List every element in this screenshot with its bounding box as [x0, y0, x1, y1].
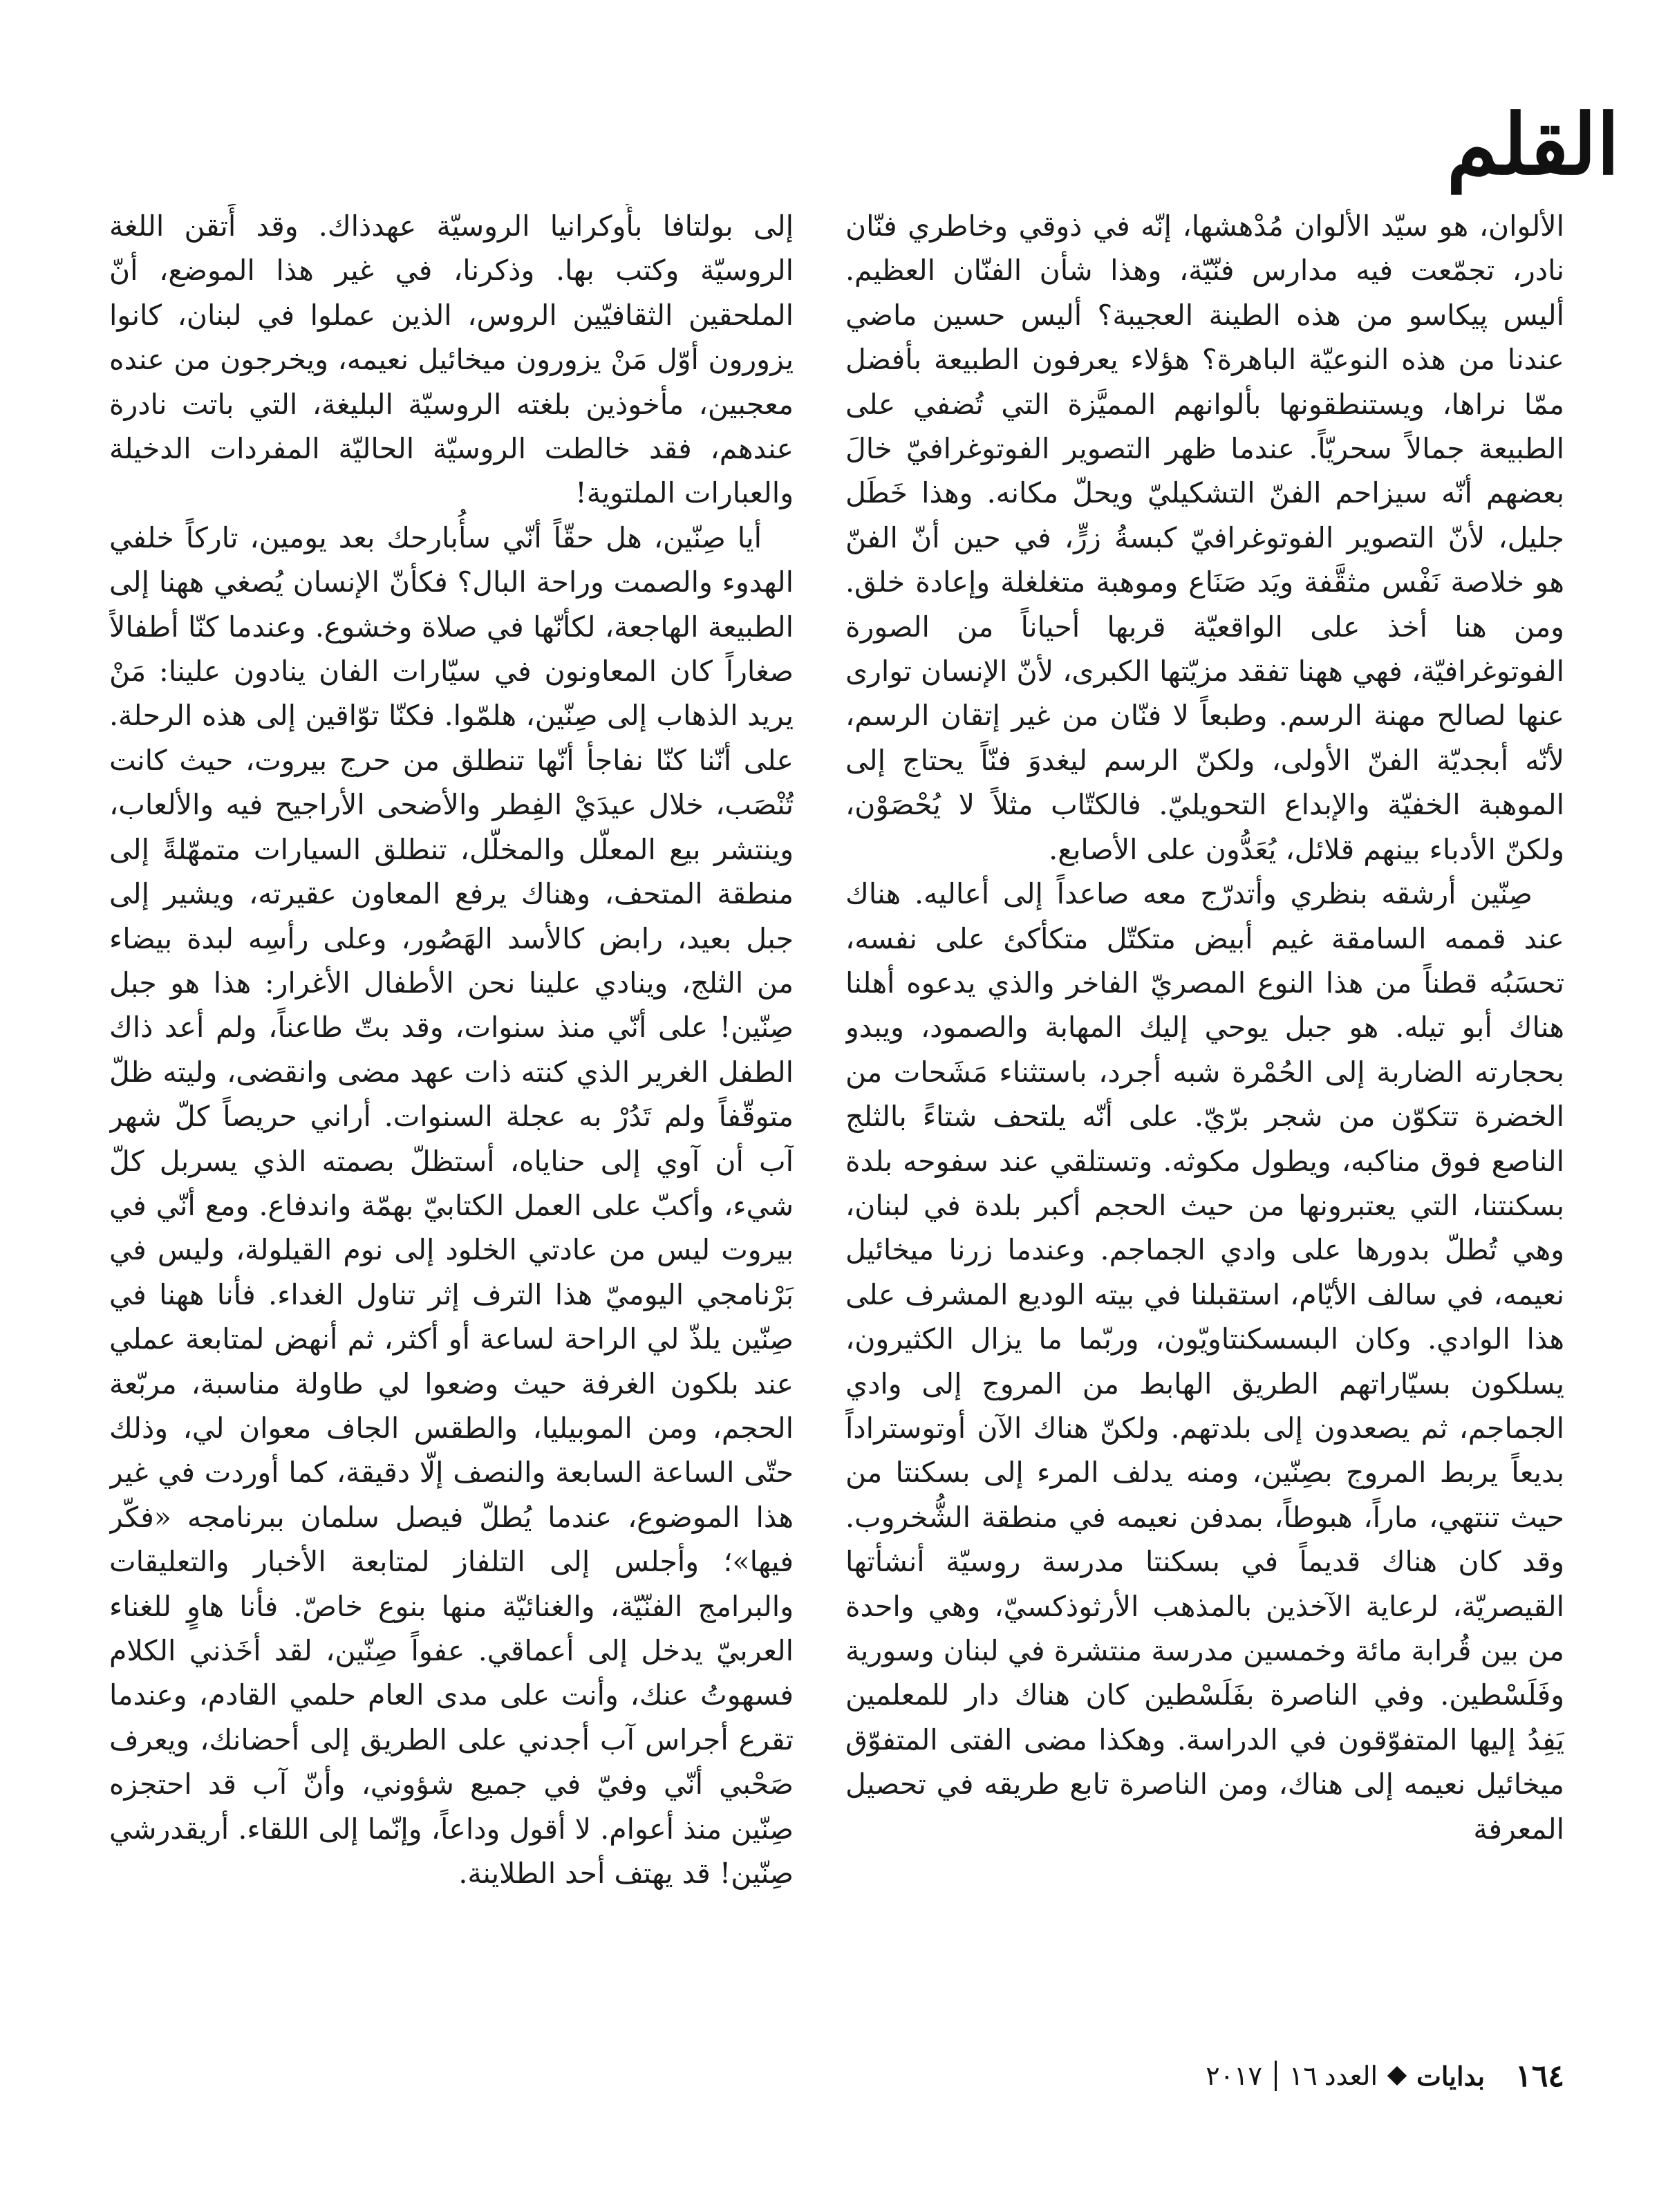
- article-column-right: [845, 204, 1564, 1994]
- issue-number: ١٦: [1289, 2061, 1318, 2091]
- article-column-left: [109, 204, 794, 1994]
- page-footer: [1206, 2056, 1564, 2095]
- paragraph: أيا صِنّين، هل حقّاً أنّي سأُبارحك بعد يومين، تاركاً خلفي الهدوء والصمت وراحة البال؟ فكأنّ الإنسان يُصغي ههنا إلى الطبيعة الهاجعة، لكأنّها في صلاة وخشوع. وعندما كنّا أطفالاً صغاراً كان المعاونون في سيّارات الفان ينادون علينا: مَنْ يريد الذهاب إلى صِنّين، هلمّوا. فكنّا توّاقين إلى هذه الرحلة. على أنّنا كنّا نفاجأ أنّها تنطلق من حرج بيروت، حيث كانت تُنْصَب، خلال عيدَيْ الفِطر والأضحى الأراجيح فيه والألعاب، وينتشر بيع المعلّل والمخلّل، تنطلق السيارات متمهّلةً إلى منطقة المتحف، وهناك يرفع المعاون عقيرته، ويشير إلى جبل بعيد، رابض كالأسد الهَصُور، وعلى رأسِه لبدة بيضاء من الثلج، وينادي علينا نحن الأطفال الأغرار: هذا هو جبل صِنّين! على أنّي منذ سنوات، وقد بتّ طاعناً، ولم أعد ذاك الطفل الغرير الذي كنته ذات عهد مضى وانقضى، وليته ظلّ متوقّفاً ولم تَدُرْ به عجلة السنوات. أراني حريصاً كلّ شهر آب أن آوي إلى حناياه، أستظلّ بصمته الذي يسربل كلّ شيء، وأكبّ على العمل الكتابيّ بهمّة واندفاع. ومع أنّي في بيروت ليس من عادتي الخلود إلى نوم القيلولة، وليس في بَرْنامجي اليوميّ هذا الترف إثر تناول الغداء. فأنا ههنا في صِنّين يلذّ لي الراحة لساعة أو أكثر، ثم أنهض لمتابعة عملي عند بلكون الغرفة حيث وضعوا لي طاولة مناسبة، مربّعة الحجم، ومن الموبيليا، والطقس الجاف معوان لي، وذلك حتّى الساعة السابعة والنصف إلّا دقيقة، كما أوردت في غير هذا الموضوع، عندما يُطلّ فيصل سلمان ببرنامجه «فكّر فيها»؛ وأجلس إلى التلفاز لمتابعة الأخبار والتعليقات والبرامج الفنّيّة، والغنائيّة منها بنوع خاصّ. فأنا هاوٍ للغناء العربيّ يدخل إلى أعماقي. عفواً صِنّين، لقد أخَذني الكلام فسهوتُ عنك، وأنت على مدى العام حلمي القادم، وعندما تقرع أجراس آب أجدني على الطريق إلى أحضانك، ويعرف صَحْبي أنّي وفيّ في جميع شؤوني، وأنّ آب قد احتجزه صِنّين منذ أعوام. لا أقول وداعاً، وإنّما إلى اللقاء. أريقدرشي صِنّين! قد يهتف أحد الطلاينة.: [109, 521, 794, 1891]
- paragraph: صِنّين أرشقه بنظري وأتدرّج معه صاعداً إلى أعاليه. هناك عند قممه السامقة غيم أبيض متكتّل متكأكئ على نفسه، تحسَبُه قطناً من هذا النوع المصريّ الفاخر والذي يدعوه أهلنا هناك أبو تيله. هو جبل يوحي إليك المهابة والصمود، ويبدو بحجارته الضاربة إلى الحُمْرة شبه أجرد، باستثناء مَشَحات من الخضرة تتكوّن من شجر برّيّ. على أنّه يلتحف شتاءً بالثلج الناصع فوق مناكبه، ويطول مكوثه. وتستلقي عند سفوحه بلدة بسكنتنا، التي يعتبرونها من حيث الحجم أكبر بلدة في لبنان، وهي تُطلّ بدورها على وادي الجماجم. وعندما زرنا ميخائيل نعيمه، في سالف الأيّام، استقبلنا في بيته الوديع المشرف على هذا الوادي. وكان البسسكنتاويّون، وربّما ما يزال الكثيرون، يسلكون بسيّاراتهم الطريق الهابط من المروج إلى وادي الجماجم، ثم يصعدون إلى بلدتهم. ولكنّ هناك الآن أوتوستراداً بديعاً يربط المروج بصِنّين، ومنه يدلف المرء إلى بسكنتا من حيث تنتهي، ماراً، هبوطاً، بمدفن نعيمه في منطقة الشُّخروب. وقد كان هناك قديماً في بسكنتا مدرسة روسيّة أنشأتها القيصريّة، لرعاية الآخذين بالمذهب الأرثوذكسيّ، وهي واحدة من بين قُرابة مائة وخمسين مدرسة منتشرة في لبنان وسورية وفَلَسْطين. وفي الناصرة بفَلَسْطين كان هناك دار للمعلمين يَفِدُ إليها المتفوّقون في الدراسة. وهكذا مضى الفتى المتفوّق ميخائيل نعيمه إلى هناك، ومن الناصرة تابع طريقه في تحصيل المعرفة: [845, 877, 1564, 1846]
- logo-calligraphy: القلم: [1446, 96, 1620, 194]
- issue-label: العدد: [1324, 2061, 1378, 2091]
- magazine-logo: [1446, 96, 1620, 214]
- magazine-name: بدايات: [1416, 2060, 1486, 2092]
- issue-year: ٢٠١٧: [1206, 2061, 1262, 2091]
- paragraph: الألوان، هو سيّد الألوان مُدْهشها، إنّه في ذوقي وخاطري فنّان نادر، تجمّعت فيه مدارس فنّيّة، وهذا شأن الفنّان العظيم. أليس پيكاسو من هذه الطينة العجيبة؟ أليس حسين ماضي عندنا من هذه النوعيّة الباهرة؟ هؤلاء يعرفون الطبيعة بأفضل ممّا نراها، ويستنطقونها بألوانهم المميَّزة التي تُضفي على الطبيعة جمالاً سحريّاً. عندما ظهر التصوير الفوتوغرافيّ خالَ بعضهم أنّه سيزاحم الفنّ التشكيليّ ويحلّ مكانه. وهذا خَطَل جليل، لأنّ التصوير الفوتوغرافيّ كبسةُ زرٍّ، في حين أنّ الفنّ هو خلاصة نَفْس مثقَّفة ويَد صَنَاع وموهبة متغلغلة وإعادة خلق. ومن هنا أخذ على الواقعيّة قربها أحياناً من الصورة الفوتوغرافيّة، فهي ههنا تفقد مزيّتها الكبرى، لأنّ الإنسان توارى عنها لصالح مهنة الرسم. وطبعاً لا فنّان من غير إتقان الرسم، لأنّه أبجديّة الفنّ الأولى، ولكنّ الرسم ليغدوَ فنّاً يحتاج إلى الموهبة الخفيّة والإبداع التحويليّ. فالكتّاب مثلاً لا يُحْصَوْن، ولكنّ الأدباء بينهم قلائل، يُعَدُّون على الأصابع.: [845, 209, 1564, 866]
- page-number: ١٦٤: [1515, 2058, 1564, 2094]
- separator-bar: [1275, 2061, 1277, 2091]
- paragraph: إلى بولتافا بأُوكرانيا الروسيّة عهدذاك. وقد أَتقن اللغة الروسيّة وكتب بها. وذكرنا، في غير هذا الموضع، أنّ الملحقين الثقافيّين الروس، الذين عملوا في لبنان، كانوا يزورون أوّل مَنْ يزورون ميخائيل نعيمه، ويخرجون من عنده معجبين، مأخوذين بلغته الروسيّة البليغة، التي باتت نادرة عندهم، فقد خالطت الروسيّة الحاليّة المفردات الدخيلة والعبارات الملتوية!: [109, 209, 794, 510]
- diamond-icon: [1387, 2066, 1407, 2086]
